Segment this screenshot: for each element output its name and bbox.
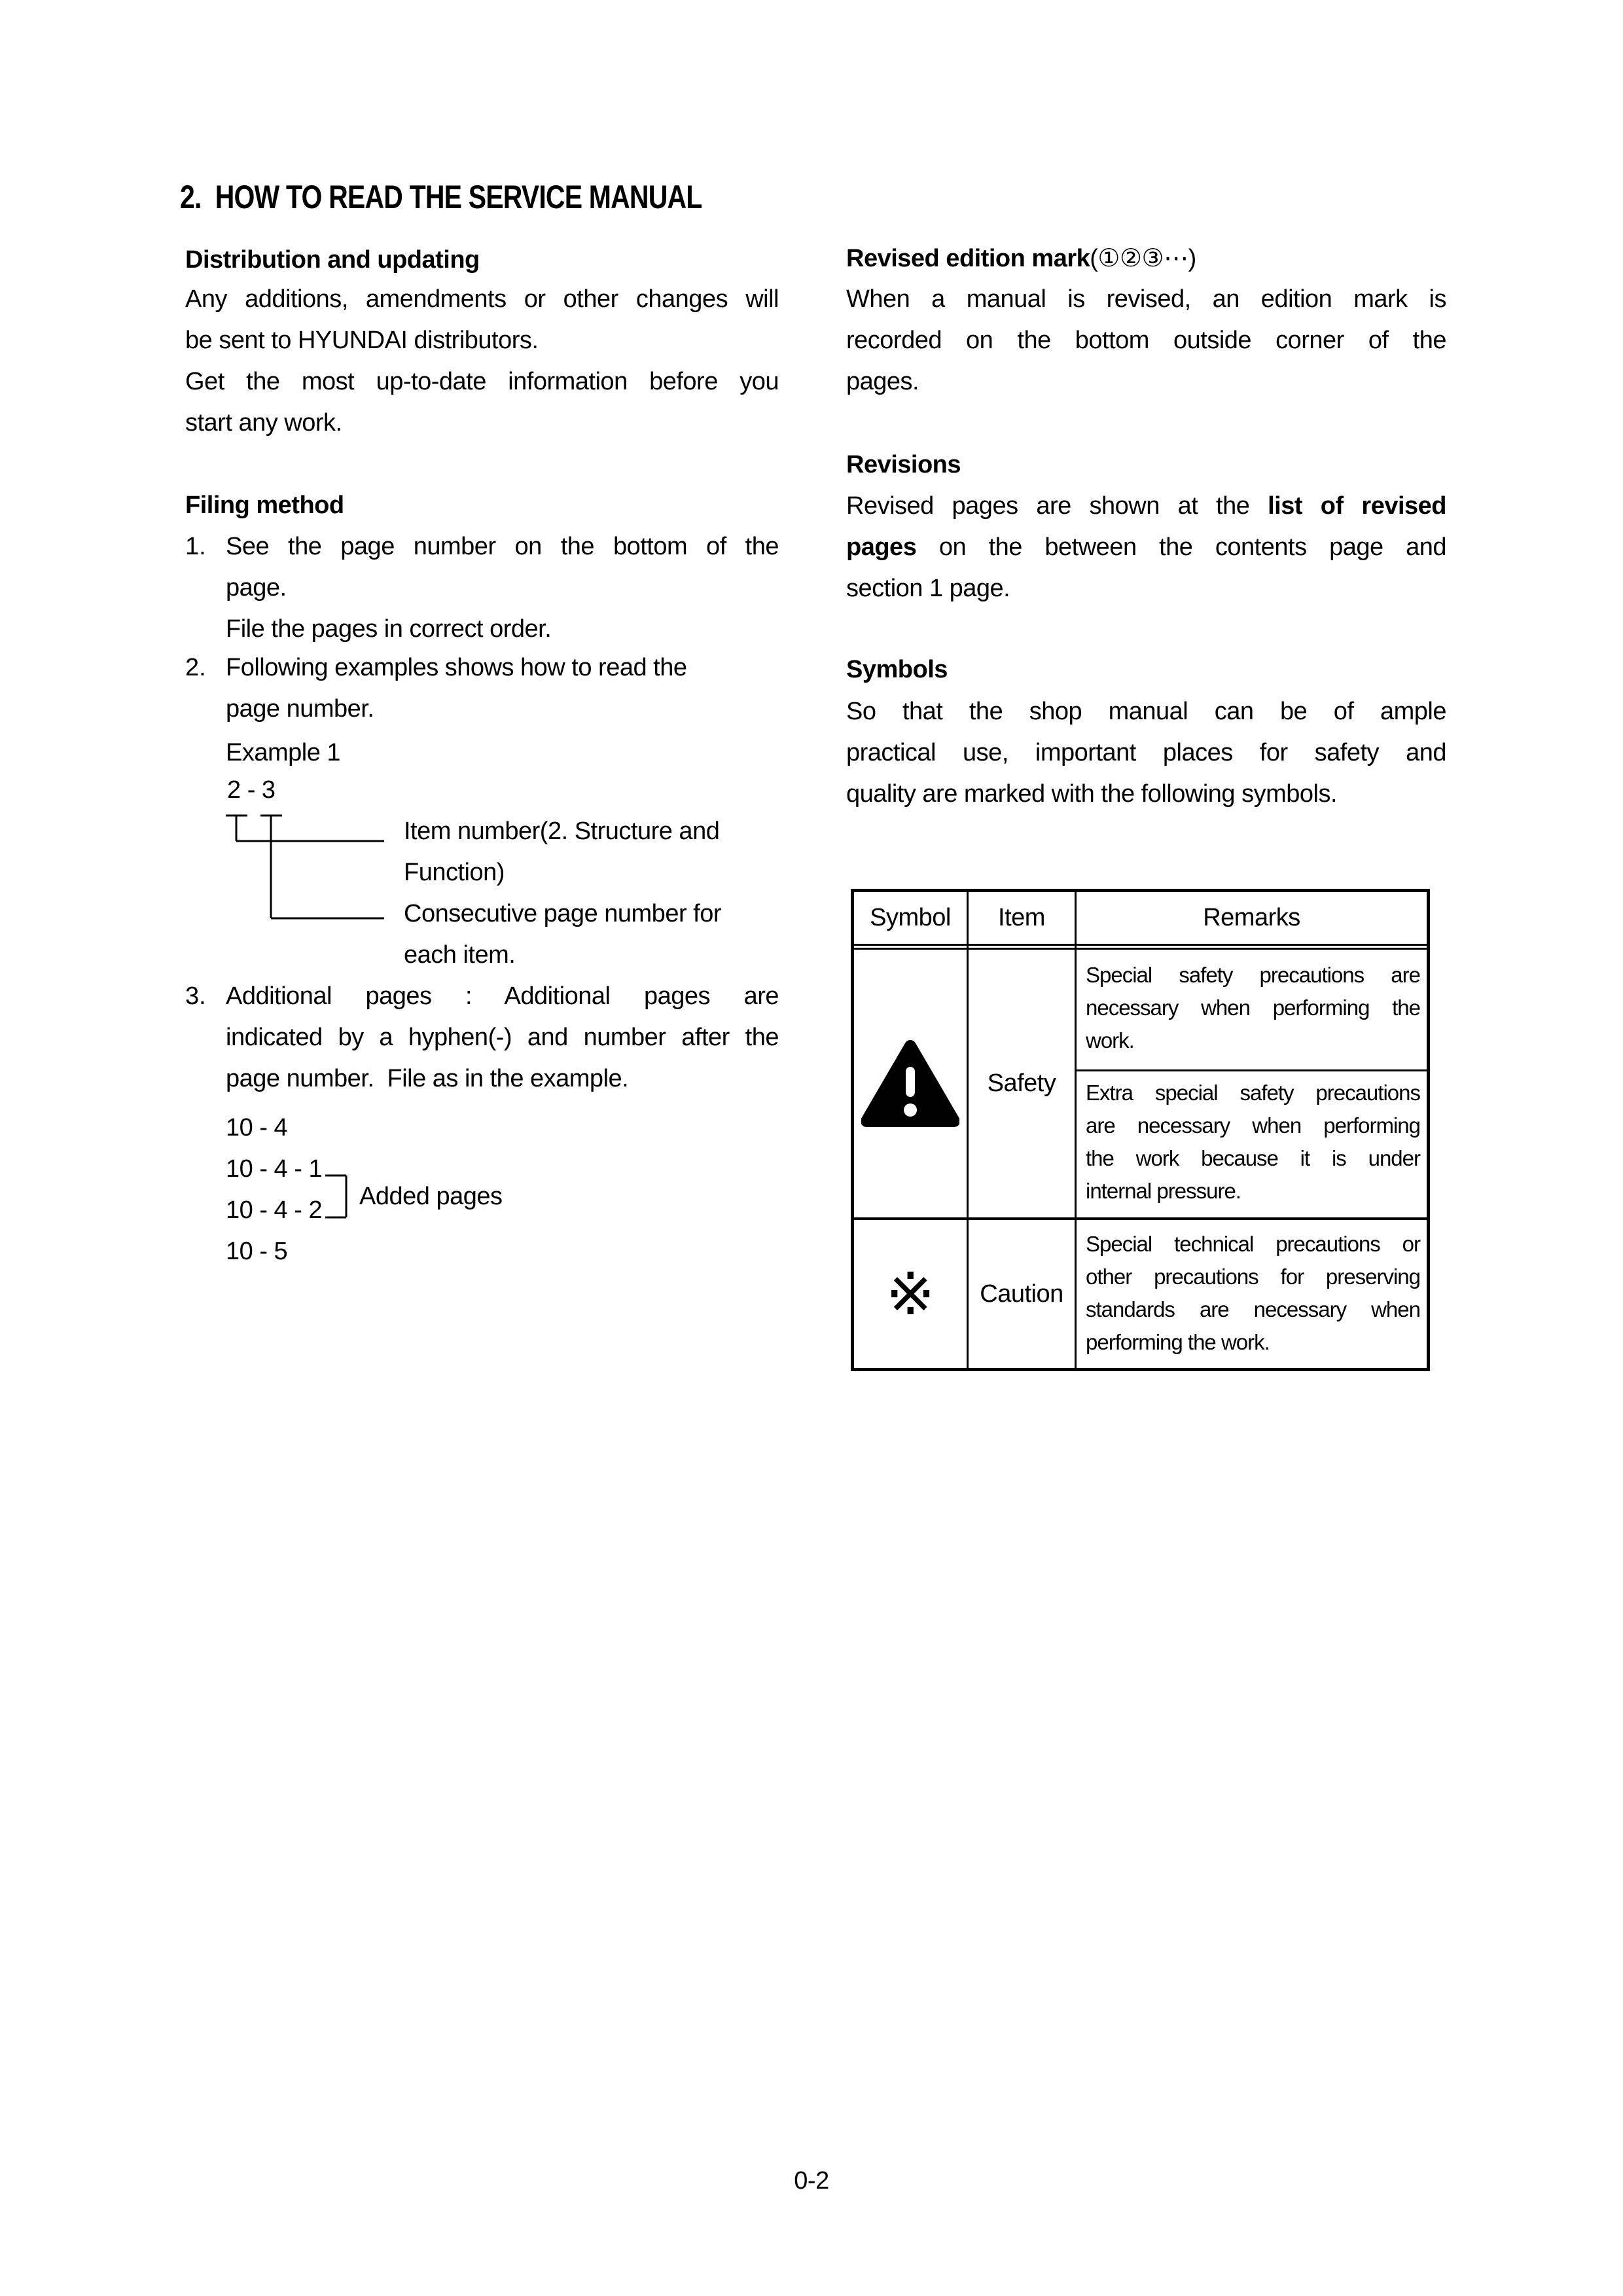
text-line bbox=[404, 935, 787, 976]
caution-remark bbox=[1077, 1220, 1427, 1368]
text-segment: Get the most up-to-date information before you bbox=[185, 368, 779, 395]
text-line bbox=[1086, 959, 1420, 992]
text-segment: other precautions for preserving bbox=[1086, 1265, 1420, 1289]
text-line bbox=[1086, 1175, 1420, 1208]
text-line bbox=[404, 893, 787, 935]
text-segment: are necessary when performing bbox=[1086, 1113, 1420, 1138]
text-line bbox=[1086, 1142, 1420, 1175]
text-line bbox=[226, 609, 779, 650]
text-segment: start any work. bbox=[185, 409, 342, 437]
safety-symbol-cell bbox=[854, 950, 967, 1217]
text-line bbox=[226, 976, 779, 1017]
bold-text-segment: Revised edition mark bbox=[846, 245, 1090, 272]
column-header-symbol: Symbol bbox=[870, 904, 951, 931]
text-segment: page number. bbox=[226, 695, 374, 723]
text-segment: section 1 page. bbox=[846, 575, 1010, 602]
text-segment: necessary when performing the bbox=[1086, 996, 1420, 1020]
revisions-heading: Revisions bbox=[846, 451, 961, 478]
distribution-heading: Distribution and updating bbox=[185, 246, 480, 274]
text-line bbox=[846, 320, 1446, 361]
text-line bbox=[226, 1058, 779, 1100]
text-segment: Special technical precautions or bbox=[1086, 1232, 1420, 1256]
text-segment: When a manual is revised, an edition mark is bbox=[846, 285, 1446, 313]
text-line bbox=[404, 852, 787, 893]
text-segment: on the between the contents page and bbox=[916, 533, 1446, 561]
text-segment: each item. bbox=[404, 941, 516, 969]
text-line bbox=[1086, 1024, 1420, 1057]
warning-triangle-icon bbox=[861, 1039, 959, 1128]
bold-text-segment: list of revised bbox=[1268, 492, 1446, 520]
text-line bbox=[846, 527, 1446, 568]
text-line bbox=[226, 1149, 779, 1190]
revisions-paragraph bbox=[846, 486, 1446, 609]
text-segment: Any additions, amendments or other changes will bbox=[185, 285, 779, 313]
safety-remark-2 bbox=[1077, 1071, 1427, 1217]
column-header-remarks: Remarks bbox=[1203, 904, 1300, 931]
text-line bbox=[1086, 1109, 1420, 1142]
symbols-paragraph bbox=[846, 691, 1446, 815]
text-line bbox=[846, 238, 1446, 279]
text-line bbox=[1086, 992, 1420, 1024]
safety-remark-1 bbox=[1077, 950, 1427, 1069]
caution-item-label: Caution bbox=[980, 1280, 1063, 1308]
text-segment: internal pressure. bbox=[1086, 1179, 1241, 1203]
bold-text-segment: pages bbox=[846, 533, 917, 561]
revised-edition-mark-paragraph bbox=[846, 279, 1446, 403]
page-number-footer: 0-2 bbox=[794, 2167, 829, 2195]
text-segment: performing the work. bbox=[1086, 1330, 1270, 1354]
text-line bbox=[846, 361, 1446, 403]
text-segment: 10 - 4 bbox=[226, 1114, 288, 1141]
filing-item-3 bbox=[226, 976, 779, 1100]
list-number-1: 1. bbox=[185, 533, 206, 560]
text-segment: File the pages in correct order. bbox=[226, 615, 552, 643]
text-line bbox=[404, 811, 787, 852]
text-segment: page number. File as in the example. bbox=[226, 1065, 629, 1092]
symbols-table bbox=[851, 889, 1430, 1371]
text-segment: See the page number on the bottom of the bbox=[226, 533, 779, 560]
text-segment: Item number(2. Structure and bbox=[404, 817, 720, 845]
text-line bbox=[226, 1231, 779, 1272]
text-segment: quality are marked with the following symbols. bbox=[846, 780, 1338, 808]
text-line bbox=[226, 526, 779, 567]
added-pages-label: Added pages bbox=[359, 1183, 503, 1210]
text-line bbox=[226, 1190, 779, 1231]
text-line bbox=[1086, 1228, 1420, 1261]
text-segment: Consecutive page number for bbox=[404, 900, 722, 927]
page-number-diagram bbox=[223, 810, 393, 925]
text-line bbox=[846, 486, 1446, 527]
text-line bbox=[185, 279, 779, 320]
text-line bbox=[1086, 1293, 1420, 1326]
text-segment: pages. bbox=[846, 368, 919, 395]
text-line bbox=[226, 689, 779, 730]
text-line bbox=[846, 774, 1446, 815]
header-double-line-top bbox=[854, 944, 1427, 946]
list-number-3: 3. bbox=[185, 982, 206, 1010]
text-line bbox=[185, 320, 779, 361]
text-segment: Special safety precautions are bbox=[1086, 963, 1420, 987]
text-segment: practical use, important places for safety and bbox=[846, 739, 1446, 766]
text-line bbox=[1086, 1261, 1420, 1293]
text-segment: recorded on the bottom outside corner of the bbox=[846, 327, 1446, 354]
text-segment: Revised pages are shown at the bbox=[846, 492, 1268, 520]
text-line bbox=[846, 691, 1446, 732]
text-segment: page. bbox=[226, 574, 287, 601]
text-line bbox=[846, 568, 1446, 609]
text-line bbox=[185, 361, 779, 403]
text-line bbox=[185, 403, 779, 444]
page-title: 2. HOW TO READ THE SERVICE MANUAL bbox=[180, 179, 702, 215]
reference-mark-icon: ※ bbox=[885, 1261, 935, 1327]
text-segment: (①②③⋯) bbox=[1090, 245, 1196, 272]
text-segment: 10 - 4 - 1 bbox=[226, 1155, 323, 1183]
text-segment: Extra special safety precautions bbox=[1086, 1081, 1420, 1105]
text-line bbox=[1086, 1077, 1420, 1109]
text-segment: Following examples shows how to read the bbox=[226, 654, 687, 681]
text-segment: Function) bbox=[404, 859, 505, 886]
text-line bbox=[1086, 1326, 1420, 1359]
safety-item-label: Safety bbox=[987, 1069, 1056, 1097]
text-line bbox=[846, 279, 1446, 320]
text-line bbox=[226, 567, 779, 609]
column-header-item: Item bbox=[998, 904, 1045, 931]
text-segment: So that the shop manual can be of ample bbox=[846, 698, 1446, 725]
text-segment: 10 - 5 bbox=[226, 1238, 288, 1265]
text-line bbox=[226, 647, 779, 689]
example-page-number: 2 - 3 bbox=[227, 776, 276, 804]
text-line bbox=[846, 732, 1446, 774]
symbols-heading: Symbols bbox=[846, 656, 948, 683]
text-segment: standards are necessary when bbox=[1086, 1297, 1420, 1321]
text-segment: work. bbox=[1086, 1028, 1134, 1052]
text-segment: the work because it is under bbox=[1086, 1146, 1420, 1170]
added-pages-bracket bbox=[324, 1172, 351, 1221]
text-line bbox=[226, 1107, 779, 1149]
distribution-paragraph bbox=[185, 279, 779, 444]
page-number-example-list bbox=[226, 1107, 779, 1272]
text-segment: 10 - 4 - 2 bbox=[226, 1196, 323, 1224]
text-segment: Additional pages : Additional pages are bbox=[226, 982, 779, 1010]
text-segment: indicated by a hyphen(-) and number after the bbox=[226, 1024, 779, 1051]
filing-heading: Filing method bbox=[185, 492, 344, 519]
filing-item-2 bbox=[226, 647, 779, 730]
text-segment: be sent to HYUNDAI distributors. bbox=[185, 327, 539, 354]
filing-item-1 bbox=[226, 526, 779, 650]
example-label: Example 1 bbox=[226, 739, 341, 766]
text-line bbox=[226, 1017, 779, 1058]
diagram-labels bbox=[404, 811, 787, 976]
revised-edition-mark-heading bbox=[846, 238, 1446, 279]
list-number-2: 2. bbox=[185, 654, 206, 681]
